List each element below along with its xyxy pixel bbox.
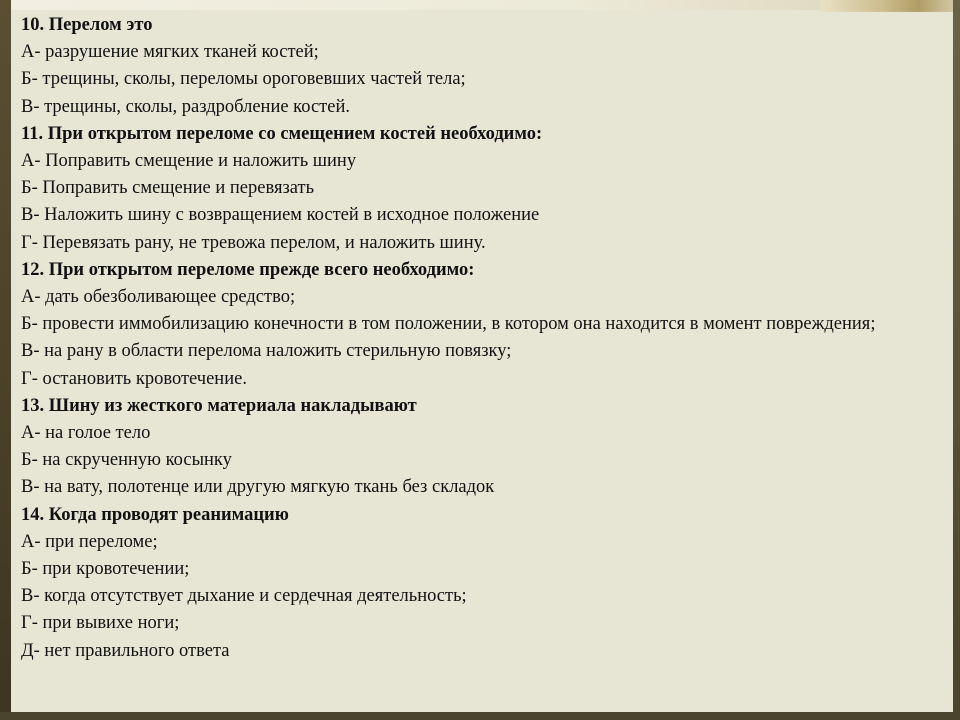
answer-option: Б- при кровотечении; [21,559,190,580]
answer-option: В- когда отсутствует дыхание и сердечная деятельность; [21,586,467,607]
answer-option: Б- провести иммобилизацию конечности в том положении, в котором она находится в момент повреждения; [21,314,876,335]
question-title: 14. Когда проводят реанимацию [21,504,289,525]
answer-option: В- на вату, полотенце или другую мягкую ткань без складок [21,477,495,498]
answer-option: Г- остановить кровотечение. [21,368,247,389]
corner-decor [820,0,960,12]
answer-option: А- на голое тело [21,423,151,444]
top-decor-strip [0,0,960,10]
answer-option: А- при переломе; [21,531,158,552]
question-title: 13. Шину из жесткого материала накладывают [21,395,417,416]
question-title: 12. При открытом переломе прежде всего необходимо: [21,259,475,280]
quiz-content [21,12,941,665]
left-frame-bar [0,0,11,720]
answer-option: Г- при вывихе ноги; [21,613,180,634]
question-title: 11. При открытом переломе со смещением костей необходимо: [21,123,543,144]
answer-option: А- дать обезболивающее средство; [21,287,296,308]
answer-option: В- Наложить шину с возвращением костей в исходное положение [21,205,540,226]
answer-option: Б- трещины, сколы, переломы ороговевших частей тела; [21,69,466,90]
answer-option: Б- Поправить смещение и перевязать [21,178,315,199]
answer-option: Б- на скрученную косынку [21,450,232,471]
answer-option: А- разрушение мягких тканей костей; [21,42,319,63]
answer-option: В- на рану в области перелома наложить стерильную повязку; [21,341,512,362]
bottom-frame-bar [0,712,960,720]
answer-option: Д- нет правильного ответа [21,640,230,661]
question-title: 10. Перелом это [21,15,153,35]
answer-option: Г- Перевязать рану, не тревожа перелом, и наложить шину. [21,232,486,253]
answer-option: А- Поправить смещение и наложить шину [21,151,357,172]
right-frame-bar [953,0,960,720]
answer-option: В- трещины, сколы, раздробление костей. [21,96,350,117]
